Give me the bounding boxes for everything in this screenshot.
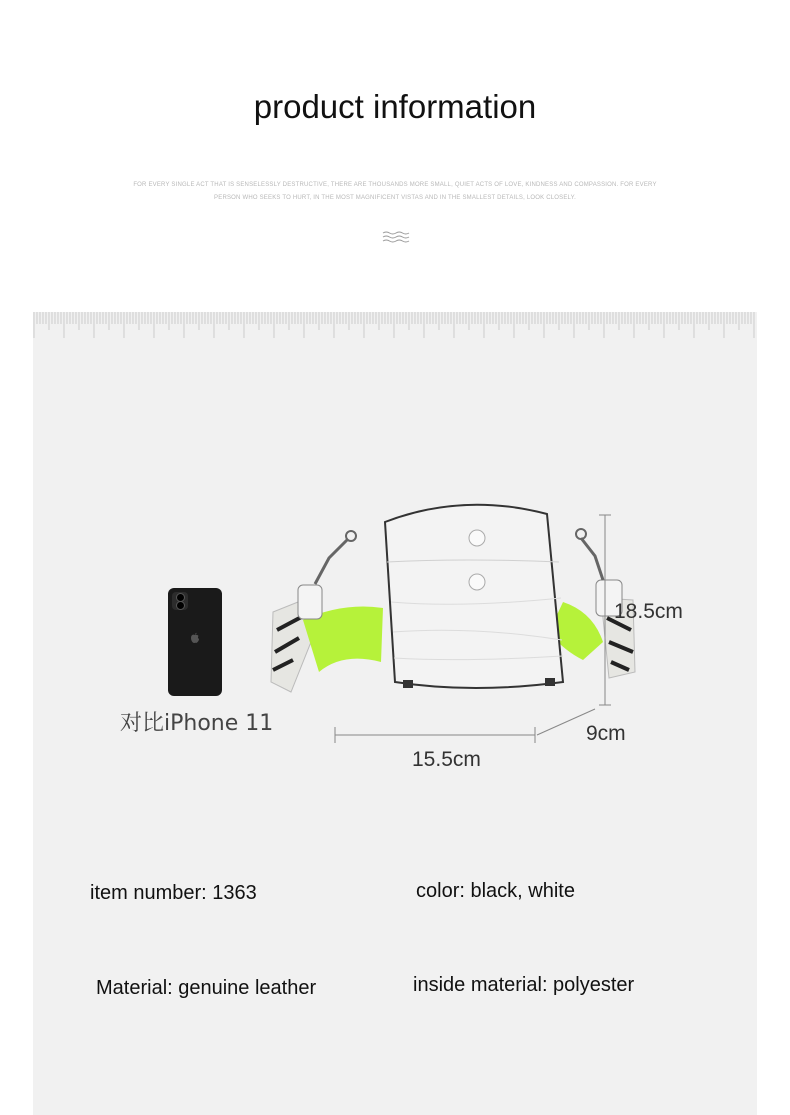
apple-logo-icon xyxy=(190,632,200,644)
phone-image xyxy=(168,588,222,696)
item-number-text: item number: 1363 xyxy=(90,882,257,904)
inside-material-text: inside material: polyester xyxy=(413,974,635,996)
phone-comparison-label: 对比iPhone 11 xyxy=(120,711,274,736)
height-dimension-label: 18.5cm xyxy=(614,600,683,623)
material-text: Material: genuine leather xyxy=(96,977,317,999)
tagline-line-2: PERSON WHO SEEKS TO HURT, IN THE MOST MAGNIFICENT VISTAS AND IN THE SMALLEST DETAILS, LOOK CLOSELY. xyxy=(214,195,576,201)
depth-dimension-label: 9cm xyxy=(586,722,626,745)
tagline-line-1: FOR EVERY SINGLE ACT THAT IS SENSELESSLY DESTRUCTIVE, THERE ARE THOUSANDS MORE SMALL, QUIET ACTS OF LOVE, KINDNESS AND COMPASSION. FOR EVERY xyxy=(133,182,657,188)
product-panel xyxy=(33,312,757,1115)
ruler-graphic xyxy=(33,312,757,344)
color-text: color: black, white xyxy=(416,880,575,902)
camera-icon xyxy=(172,592,188,610)
page-title: product information xyxy=(253,88,537,125)
width-dimension-label: 15.5cm xyxy=(412,748,481,771)
wave-divider-icon xyxy=(382,230,410,244)
dimension-lines xyxy=(323,507,623,747)
